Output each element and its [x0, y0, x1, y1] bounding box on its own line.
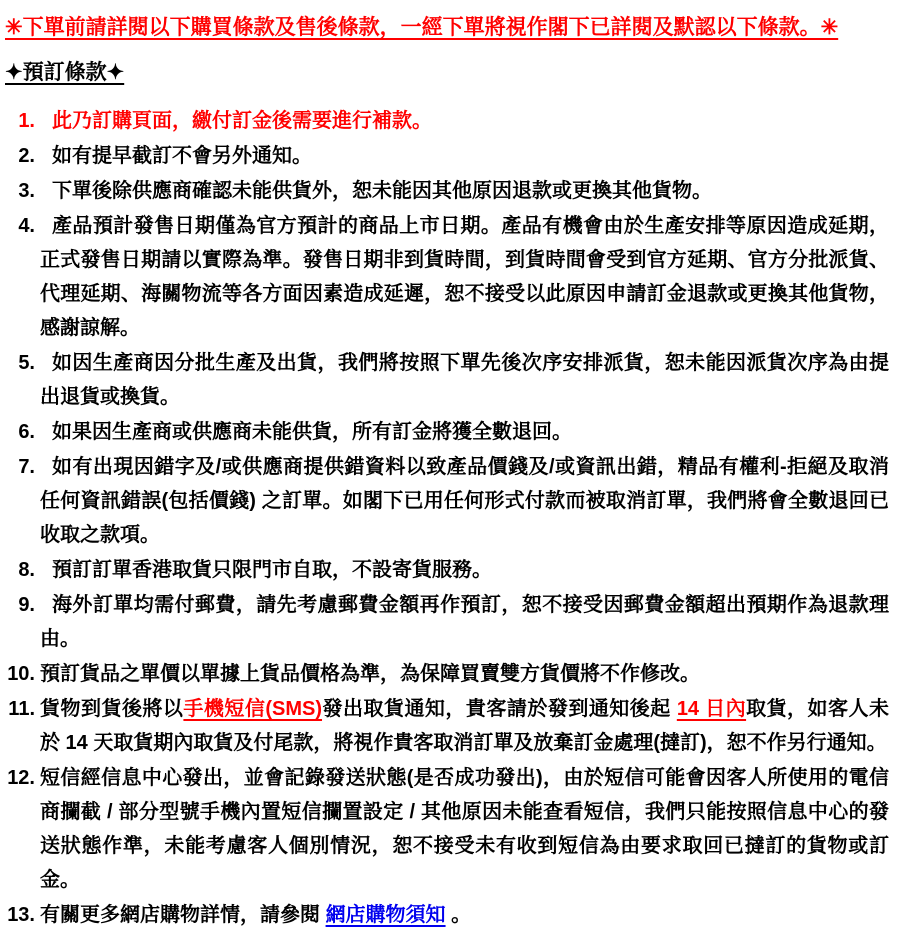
term-text-segment: 此乃訂購頁面，繳付訂金後需要進行補款。 — [52, 110, 432, 132]
term-text-segment: 如有出現因錯字及/或供應商提供錯資料以致產品價錢及/或資訊出錯，精品有權利-拒絕及取消任何資訊錯誤(包括價錢) 之訂單。如閣下已用任何形式付款而被取消訂單，我們將會全數退回已收取之款項。 — [40, 456, 889, 546]
term-text-segment: 預訂貨品之單價以單據上貨品價格為準，為保障買賣雙方貨價將不作修改。 — [40, 663, 700, 685]
term-number: 13. — [7, 904, 35, 926]
term-number: 1. — [18, 110, 35, 132]
term-text — [40, 352, 889, 408]
term-number: 7. — [18, 456, 35, 478]
term-text-segment: 產品預計發售日期僅為官方預計的商品上市日期。產品有機會由於生產安排等原因造成延期，正式發售日期請以實際為準。發售日期非到貨時間，到貨時間會受到官方延期、官方分批派貨、代理延期、海關物流等各方面因素造成延遲，恕不接受以此原因申請訂金退款或更換其他貨物，感謝諒解。 — [40, 215, 889, 339]
term-text-segment: 貨物到貨後將以 — [40, 698, 184, 720]
term-item-11 — [5, 692, 889, 760]
term-text — [40, 594, 889, 650]
term-item-7 — [5, 450, 889, 552]
term-text-segment: 發出取貨通知，貴客請於發到通知後起 — [322, 698, 677, 720]
term-text-segment: 如因生產商因分批生產及出貨，我們將按照下單先後次序安排派貨，恕未能因派貨次序為由提出退貨或換貨。 — [40, 352, 889, 408]
term-number: 2. — [18, 145, 35, 167]
term-number: 5. — [18, 352, 35, 374]
term-item-4 — [5, 209, 889, 345]
term-text-segment: 如果因生產商或供應商未能供貨，所有訂金將獲全數退回。 — [52, 421, 572, 443]
term-number: 3. — [18, 180, 35, 202]
term-text — [52, 421, 572, 443]
term-text — [52, 145, 312, 167]
term-text-segment: 下單後除供應商確認未能供貨外，恕未能因其他原因退款或更換其他貨物。 — [52, 180, 712, 202]
term-text-segment: 。 — [445, 904, 472, 926]
term-text — [40, 698, 889, 754]
term-item-2 — [5, 139, 889, 173]
term-text — [40, 456, 889, 546]
term-item-9 — [5, 588, 889, 656]
term-text-segment: 海外訂單均需付郵費，請先考慮郵費金額再作預訂，恕不接受因郵費金額超出預期作為退款理由。 — [40, 594, 889, 650]
pickup-deadline-emphasis: 14 日內 — [676, 698, 747, 720]
term-item-3 — [5, 174, 889, 208]
term-number: 4. — [18, 215, 35, 237]
term-item-5 — [5, 346, 889, 414]
term-number: 12. — [7, 767, 35, 789]
term-number: 10. — [7, 663, 35, 685]
term-item-12 — [5, 761, 889, 897]
term-item-6 — [5, 415, 889, 449]
term-item-10 — [5, 657, 889, 691]
term-text — [40, 904, 471, 926]
term-item-1 — [5, 104, 889, 138]
term-number: 9. — [18, 594, 35, 616]
term-text-segment: 如有提早截訂不會另外通知。 — [52, 145, 312, 167]
term-text-segment: 取貨，如客人未於 14 天取貨期內取貨及付尾款，將視作貴客取消訂單及放棄訂金處理(撻訂)，恕不作另行通知。 — [40, 698, 889, 754]
notice-banner-text: ✳下單前請詳閱以下購買條款及售後條款，一經下單將視作閣下已詳閱及默認以下條款。✳ — [5, 16, 839, 39]
store-shopping-guide-link[interactable]: 網店購物須知 — [325, 904, 446, 926]
terms-list — [5, 104, 889, 932]
term-number: 8. — [18, 559, 35, 581]
notice-banner — [5, 13, 889, 43]
term-number: 11. — [8, 698, 35, 720]
term-text — [40, 215, 889, 339]
sms-notice-emphasis: 手機短信(SMS) — [183, 698, 323, 720]
term-text-segment: 短信經信息中心發出，並會記錄發送狀態(是否成功發出)，由於短信可能會因客人所使用的電信商攔截 / 部分型號手機內置短信攔置設定 / 其他原因未能查看短信，我們只能按照信息中心的發送狀態作準，未能考慮客人個別情況，恕不接受未有收到短信為由要求取回已撻訂的貨物或訂金。 — [40, 767, 889, 891]
term-item-8 — [5, 553, 889, 587]
term-text — [40, 663, 700, 685]
term-text — [52, 559, 492, 581]
term-text — [52, 180, 712, 202]
term-item-13 — [5, 898, 889, 932]
term-text — [40, 767, 889, 891]
term-number: 6. — [18, 421, 35, 443]
term-text-segment: 有關更多網店購物詳情，請參閱 — [40, 904, 326, 926]
section-title: ✦預訂條款✦ — [5, 61, 125, 84]
term-text-segment: 預訂訂單香港取貨只限門市自取，不設寄貨服務。 — [52, 559, 492, 581]
term-text — [52, 110, 432, 132]
